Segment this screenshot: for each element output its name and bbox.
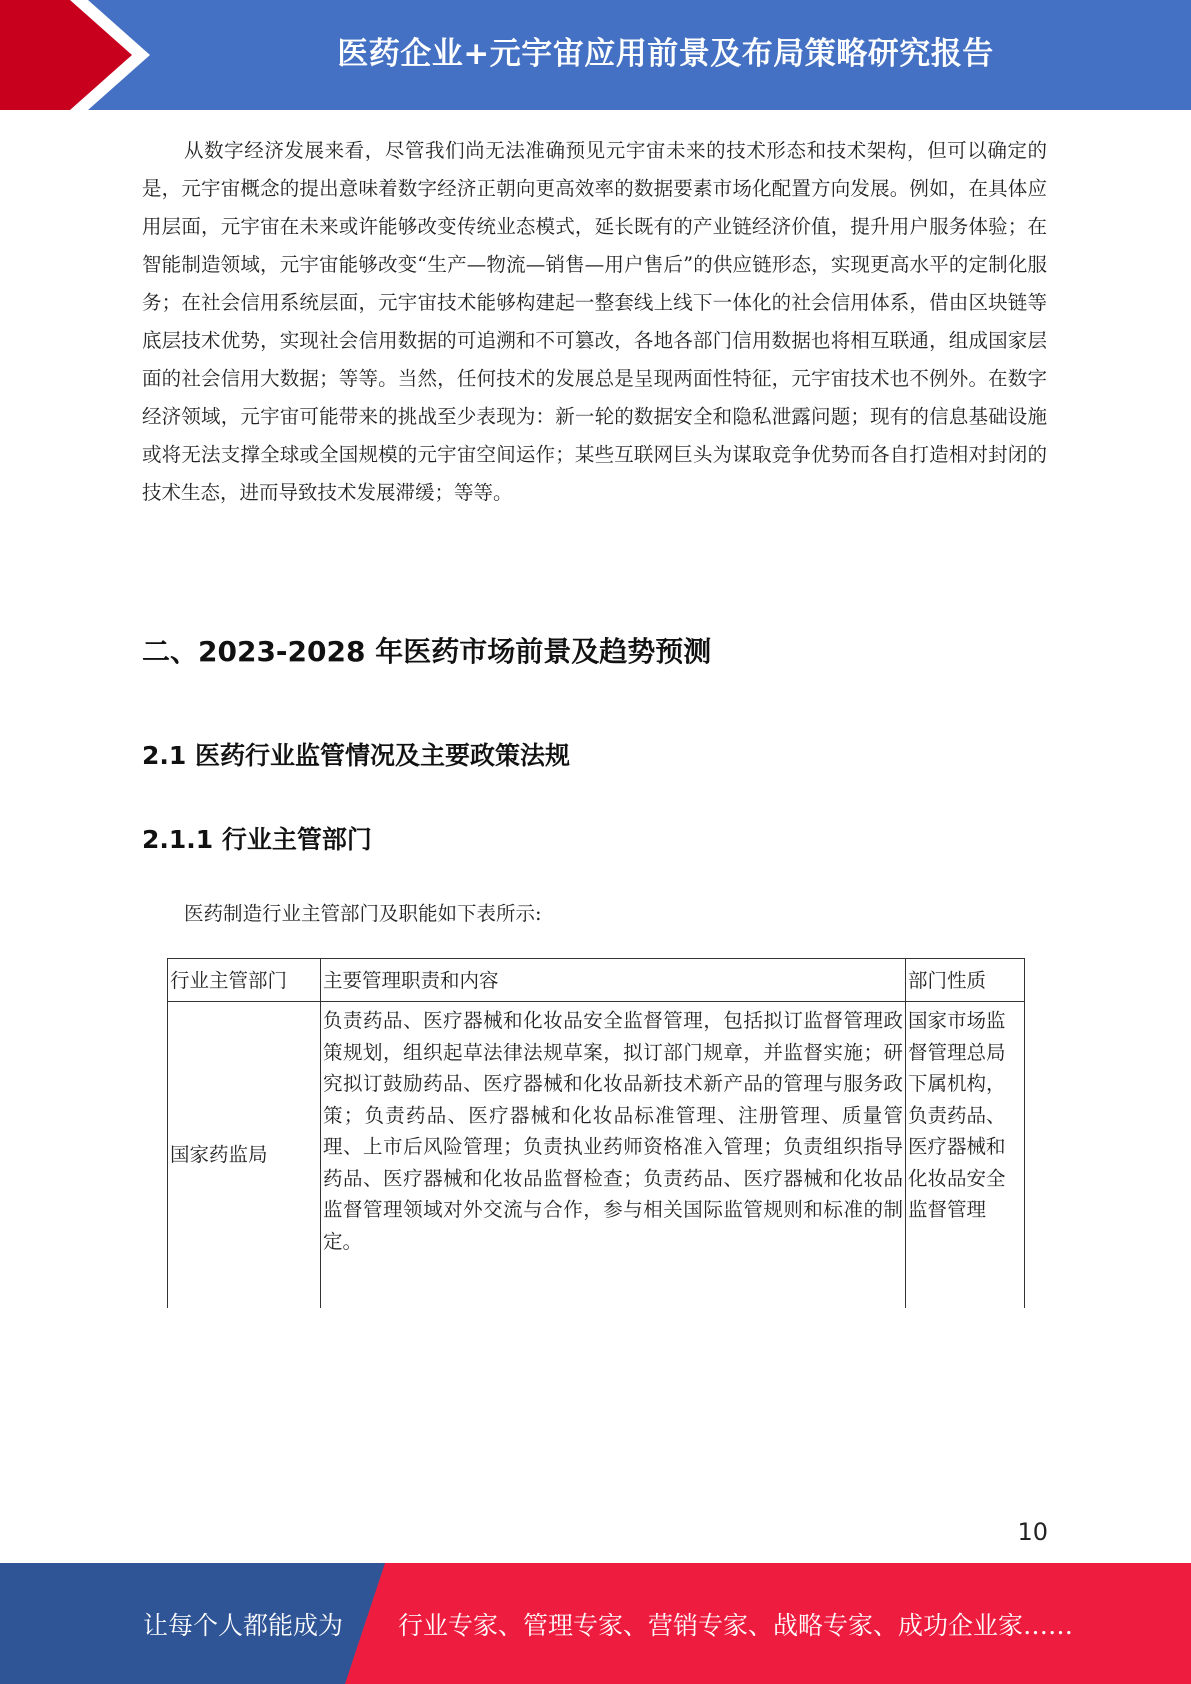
header-arrow-decoration — [0, 0, 160, 110]
table-header-cell: 主要管理职责和内容 — [320, 958, 905, 1002]
page-header — [0, 0, 1191, 110]
page-footer — [0, 1563, 1191, 1684]
body-paragraph: 从数字经济发展来看，尽管我们尚无法准确预见元宇宙未来的技术形态和技术架构，但可以确定的是，元宇宙概念的提出意味着数字经济正朝向更高效率的数据要素市场化配置方向发展。例如，在具体应用层面，元宇宙在未来或许能够改变传统业态模式，延长既有的产业链经济价值，提升用户服务体验；在智能制造领域，元宇宙能够改变“生产—物流—销售—用户售后”的供应链形态，实现更高水平的定制化服务；在社会信用系统层面，元宇宙技术能够构建起一整套线上线下一体化的社会信用体系，借由区块链等底层技术优势，实现社会信用数据的可追溯和不可篡改，各地各部门信用数据也将相互联通，组成国家层面的社会信用大数据；等等。当然，任何技术的发展总是呈现两面性特征，元宇宙技术也不例外。在数字经济领域，元宇宙可能带来的挑战至少表现为：新一轮的数据安全和隐私泄露问题；现有的信息基础设施或将无法支撑全球或全国规模的元宇宙空间运作；某些互联网巨头为谋取竞争优势而各自打造相对封闭的技术生态，进而导致技术发展滞缓；等等。 — [142, 139, 1047, 504]
subsection-heading: 2.1 医药行业监管情况及主要政策法规 — [142, 741, 570, 770]
table-intro-text: 医药制造行业主管部门及职能如下表所示: — [184, 902, 542, 925]
page-number: 10 — [1017, 1518, 1048, 1546]
table-header-row — [167, 958, 1025, 1002]
header-title: 医药企业+元宇宙应用前景及布局策略研究报告 — [337, 35, 994, 72]
department-name: 国家药监局 — [170, 1143, 268, 1167]
table-header-cell: 行业主管部门 — [167, 958, 320, 1002]
table-header-cell: 部门性质 — [905, 958, 1025, 1002]
table-cell-duties: 负责药品、医疗器械和化妆品安全监督管理，包括拟订监督管理政策规划，组织起草法律法规草案，拟订部门规章，并监督实施；研究拟订鼓励药品、医疗器械和化妆品新技术新产品的管理与服务政策；负责药品、医疗器械和化妆品标准管理、注册管理、质量管理、上市后风险管理；负责执业药师资格准入管理；负责组织指导药品、医疗器械和化妆品监督检查；负责药品、医疗器械和化妆品监督管理领域对外交流与合作，参与相关国际监管规则和标准的制定。 — [320, 1002, 905, 1308]
table-cell-department — [167, 1002, 320, 1308]
section-heading: 二、2023-2028 年医药市场前景及趋势预测 — [142, 635, 712, 668]
department-table — [167, 958, 1025, 1308]
table-row — [167, 1002, 1025, 1308]
subsubsection-heading: 2.1.1 行业主管部门 — [142, 825, 372, 854]
footer-slogan-right: 行业专家、管理专家、营销专家、战略专家、成功企业家…… — [398, 1610, 1074, 1640]
table-cell-nature: 国家市场监督管理总局下属机构，负责药品、医疗器械和化妆品安全监督管理 — [905, 1002, 1025, 1308]
footer-slogan-left: 让每个人都能成为 — [143, 1610, 344, 1640]
